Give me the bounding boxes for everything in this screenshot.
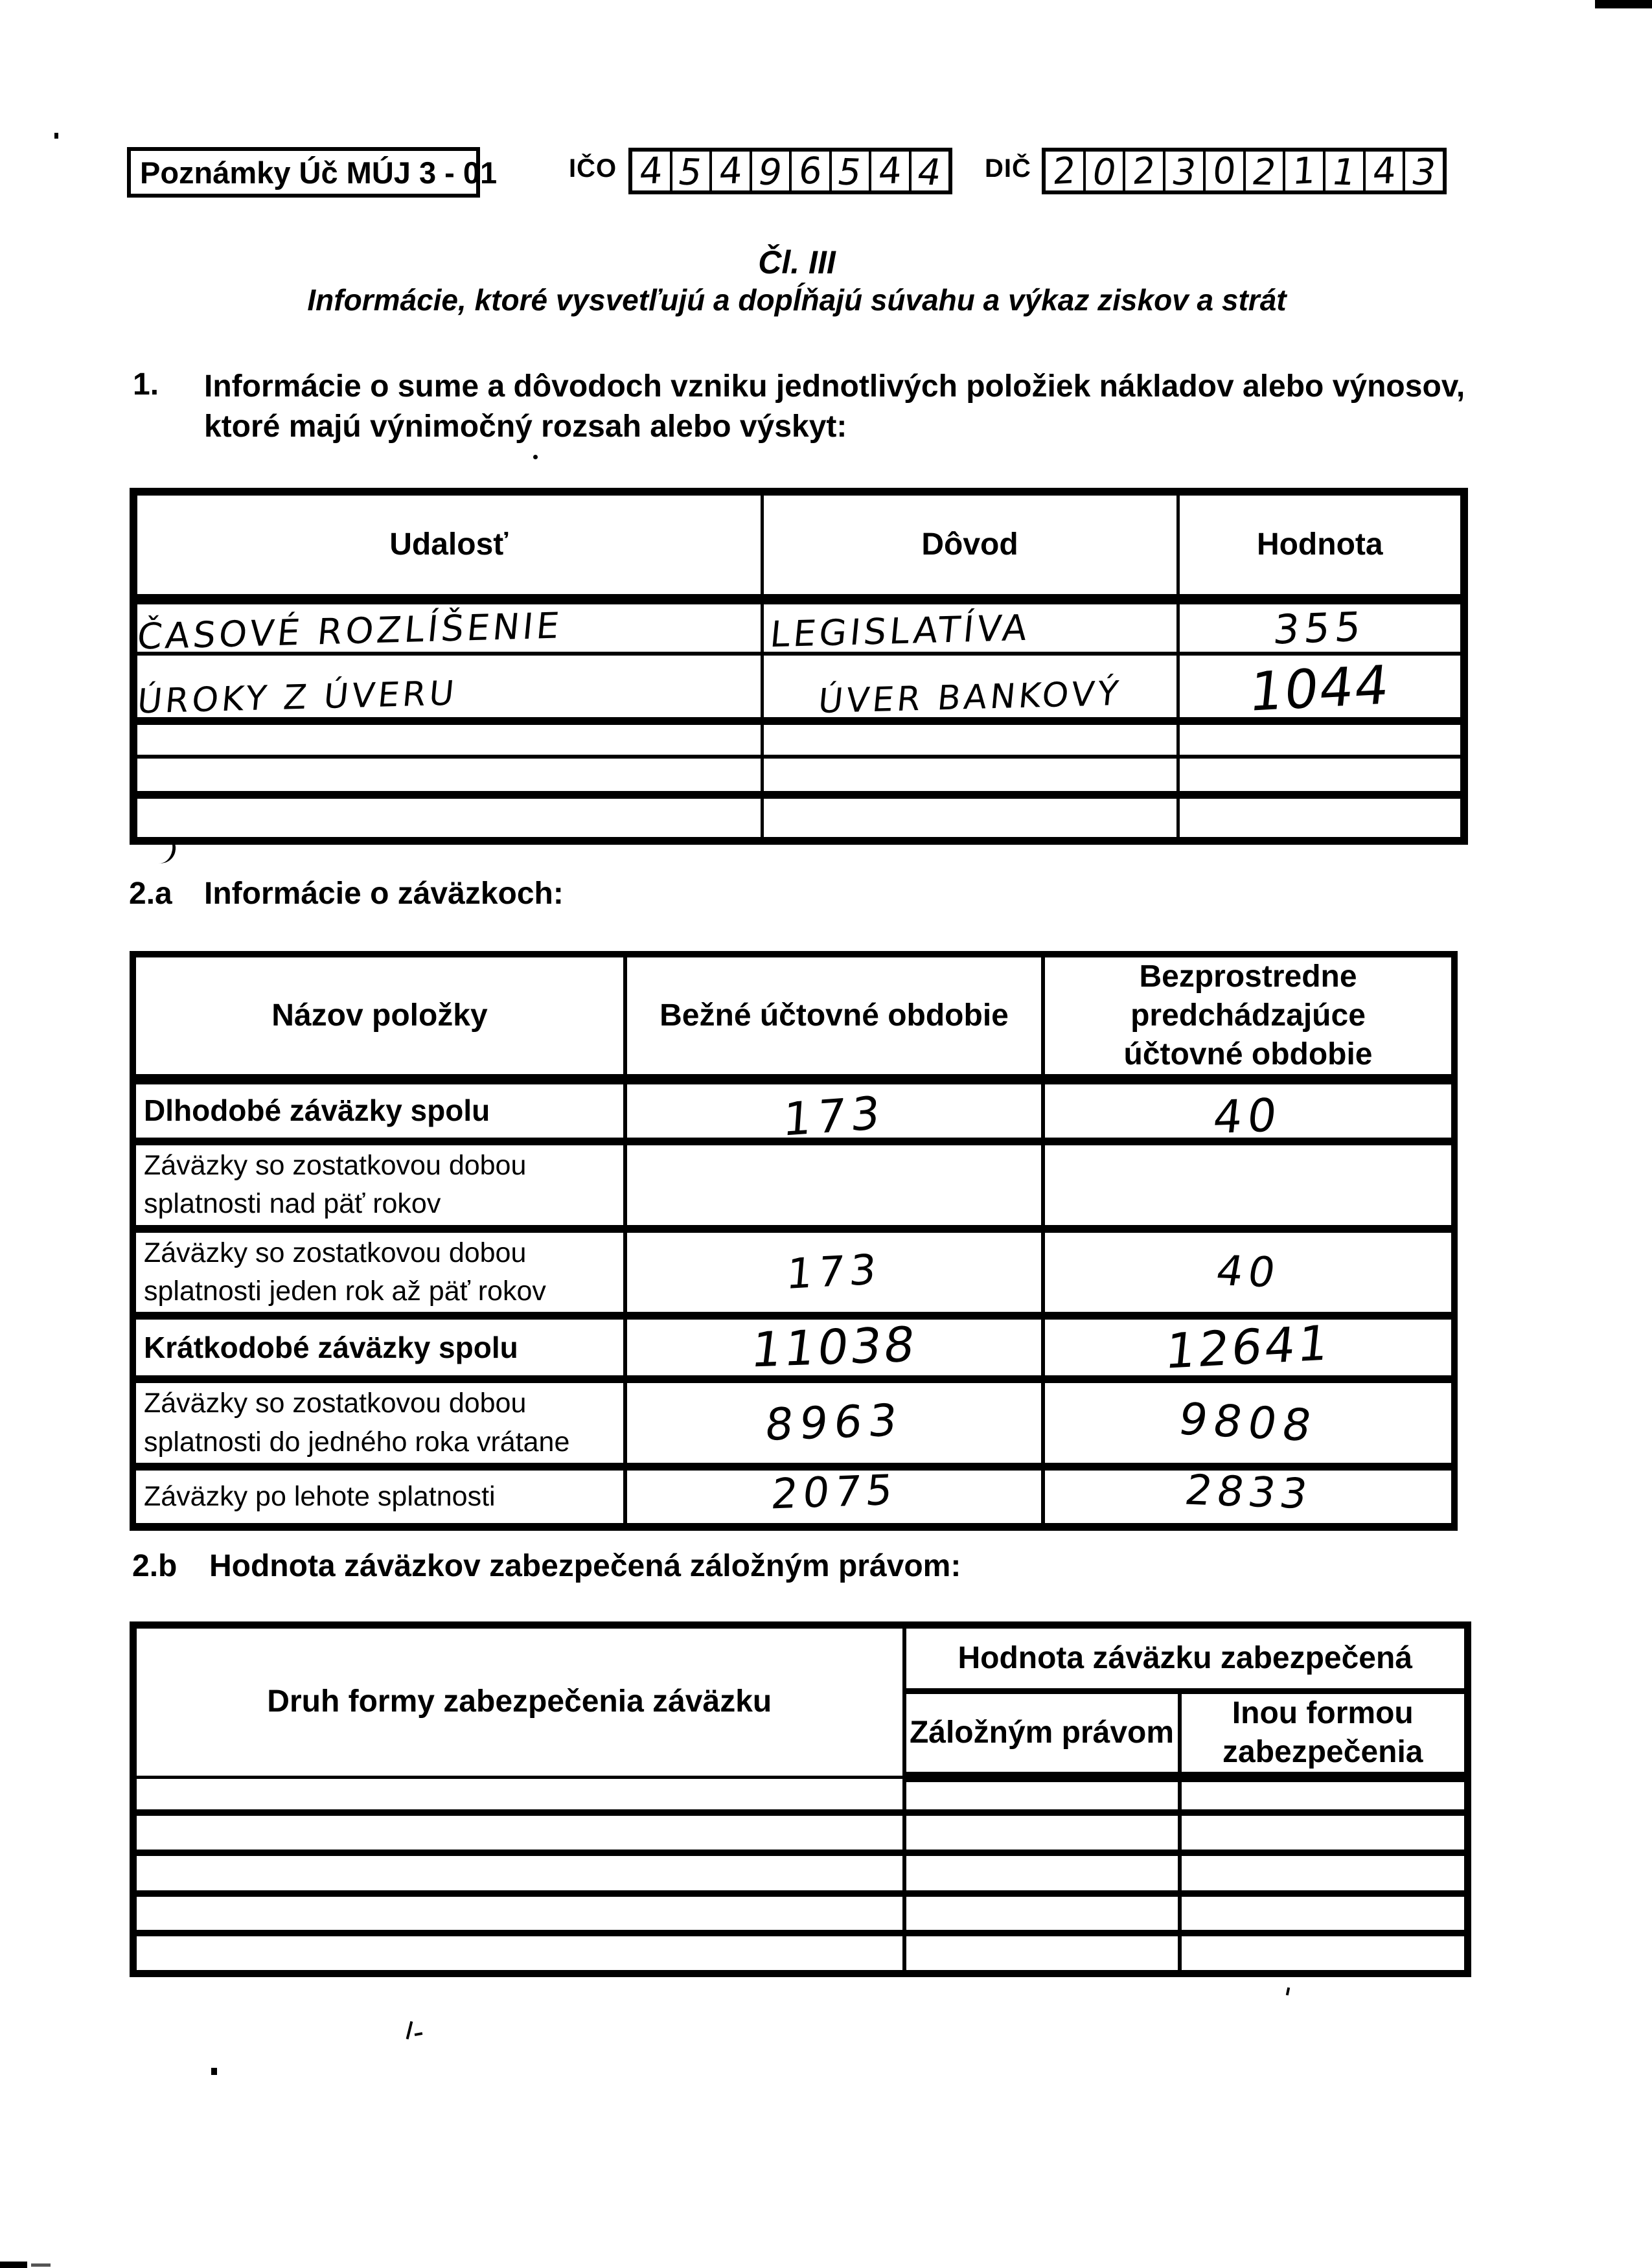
ico-digit-cell (829, 151, 869, 194)
liabilities-row (133, 1229, 1454, 1316)
handwritten-value: 173 (785, 1245, 884, 1300)
row-label: Záväzky so zostatkovou dobou splatnosti do jedného roka vrátane (133, 1379, 625, 1467)
scan-artifact (1595, 0, 1652, 8)
liabilities-col-previous: Bezprostredne predchádzajúce účtovné obdobie (1043, 954, 1454, 1079)
section1-line1: Informácie o sume a dôvodoch vzniku jednotlivých položiek nákladov alebo výnosov, (204, 369, 1465, 404)
handwritten-dovod: ÚVER BANKOVÝ (816, 674, 1123, 722)
liabilities-header-row (133, 954, 1454, 1079)
ico-digit-cell (789, 149, 829, 193)
row-label: Krátkodobé záväzky spolu (133, 1316, 625, 1379)
row-label: Záväzky so zostatkovou dobou splatnosti jeden rok až päť rokov (133, 1229, 625, 1316)
section2a-heading: Informácie o záväzkoch: (204, 876, 564, 911)
dic-digit-boxes (1042, 148, 1447, 194)
handwritten-hodnota: 1044 (1246, 654, 1394, 724)
ico-digit-cell (750, 151, 790, 194)
liabilities-row (133, 1141, 1454, 1229)
dic-label: DIČ (985, 154, 1031, 183)
handwritten-udalost: ČASOVÉ ROZLÍŠENIE (135, 604, 564, 658)
liabilities-table (130, 951, 1458, 1531)
events-table-header-row (133, 492, 1464, 599)
ico-digit: 5 (674, 151, 706, 194)
handwritten-dovod: LEGISLATÍVA (768, 606, 1032, 656)
dic-digit: 4 (1371, 149, 1397, 193)
dic-digit-cell (1323, 151, 1363, 194)
dic-digit-cell (1163, 151, 1203, 194)
dic-digit: 1 (1291, 149, 1318, 193)
dic-digit: 2 (1248, 151, 1280, 194)
dic-digit-cell (1123, 149, 1163, 193)
ico-digit-boxes (628, 148, 952, 194)
article-title: Čl. III (758, 244, 836, 281)
dic-digit: 3 (1168, 151, 1200, 194)
ico-digit: 5 (834, 151, 866, 194)
handwritten-value: 2833 (1181, 1467, 1316, 1519)
liabilities-row (133, 1079, 1454, 1141)
handwritten-hodnota: 355 (1271, 602, 1369, 654)
liabilities-row (133, 1379, 1454, 1467)
collateral-group-header: Hodnota záväzku zabezpečená (904, 1625, 1468, 1691)
dic-digit-cell (1046, 149, 1083, 193)
form-code-box (127, 147, 498, 198)
dic-digit: 3 (1408, 151, 1440, 194)
ico-digit-cell (670, 151, 710, 194)
dic-digit: 2 (1051, 149, 1077, 193)
handwritten-value: 40 (1212, 1247, 1284, 1298)
scan-artifact (211, 2068, 217, 2075)
dic-digit: 0 (1088, 151, 1120, 194)
dic-digit-cell (1403, 151, 1443, 194)
dic-digit-cell (1283, 149, 1323, 193)
dic-digit-cell (1203, 149, 1243, 193)
scan-artifact (54, 133, 58, 139)
scan-artifact (0, 2262, 27, 2268)
dic-digit: 1 (1328, 151, 1360, 194)
events-row-empty (133, 795, 1464, 841)
events-table (130, 488, 1468, 845)
handwritten-udalost: ÚROKY Z ÚVERU (135, 674, 459, 722)
ico-digit-cell (869, 149, 909, 193)
collateral-col-zalozne: Záložným právom (904, 1691, 1180, 1778)
section2b-heading: Hodnota záväzkov zabezpečená záložným právom: (209, 1549, 961, 1583)
handwritten-value: 12641 (1162, 1315, 1334, 1380)
scan-artifact (1286, 1987, 1290, 1996)
dic-digit: 2 (1131, 149, 1158, 193)
section1-line2: ktoré majú výnimočný rozsah alebo výskyt: (204, 409, 847, 444)
events-col-dovod: Dôvod (762, 492, 1178, 599)
scan-artifact (406, 2021, 413, 2039)
ico-digit-cell (709, 149, 750, 193)
scan-artifact (533, 455, 538, 459)
events-row-empty (133, 757, 1464, 795)
liabilities-col-current: Bežné účtovné obdobie (625, 954, 1043, 1079)
handwritten-value: 8963 (762, 1395, 906, 1452)
ico-digit-cell (909, 151, 949, 194)
handwritten-value: 173 (781, 1086, 887, 1147)
article-subtitle: Informácie, ktoré vysvetľujú a dopĺňajú súvahu a výkaz ziskov a strát (307, 283, 1287, 317)
handwritten-value: 11038 (748, 1316, 921, 1379)
liabilities-col-name: Názov položky (133, 954, 625, 1079)
handwritten-value: 9808 (1174, 1393, 1322, 1452)
collateral-row-empty (133, 1894, 1468, 1933)
ico-digit: 4 (637, 149, 664, 193)
handwritten-value: 40 (1210, 1088, 1285, 1145)
dic-digit-cell (1083, 151, 1123, 194)
collateral-row-empty (133, 1813, 1468, 1853)
collateral-col-inou-formou: Inou formou zabezpečenia (1180, 1691, 1468, 1778)
ico-digit: 9 (754, 151, 786, 194)
collateral-row-empty (133, 1853, 1468, 1894)
ico-digit: 4 (877, 149, 903, 193)
events-col-udalost: Udalosť (133, 492, 762, 599)
form-code-label: Poznámky Úč MÚJ 3 - 01 (140, 155, 498, 190)
ico-digit: 6 (797, 149, 823, 193)
events-col-hodnota: Hodnota (1178, 492, 1464, 599)
ico-digit: 4 (913, 151, 945, 194)
dic-digit: 0 (1211, 149, 1237, 193)
collateral-header-row (133, 1625, 1468, 1691)
row-label: Dlhodobé záväzky spolu (133, 1079, 625, 1141)
events-row (133, 654, 1464, 721)
section1-number: 1. (133, 367, 159, 402)
ico-label: IČO (569, 154, 617, 183)
collateral-col-type: Druh formy zabezpečenia záväzku (133, 1625, 904, 1778)
events-row (133, 599, 1464, 654)
liabilities-row (133, 1467, 1454, 1527)
collateral-row-empty (133, 1777, 1468, 1813)
scan-artifact (31, 2263, 51, 2267)
dic-digit-cell (1243, 151, 1283, 194)
collateral-table (130, 1621, 1471, 1977)
section2a-number: 2.a (129, 876, 172, 911)
collateral-row-empty (133, 1933, 1468, 1973)
ico-digit-cell (632, 149, 670, 193)
events-row-empty (133, 721, 1464, 757)
row-label: Záväzky so zostatkovou dobou splatnosti nad päť rokov (133, 1141, 625, 1229)
liabilities-row (133, 1316, 1454, 1379)
section2b-number: 2.b (132, 1549, 178, 1583)
ico-digit: 4 (717, 149, 744, 193)
handwritten-value: 2075 (768, 1466, 901, 1520)
scan-artifact (415, 2032, 423, 2036)
section1-text (204, 367, 1465, 447)
row-label: Záväzky po lehote splatnosti (133, 1467, 625, 1527)
dic-digit-cell (1363, 149, 1403, 193)
